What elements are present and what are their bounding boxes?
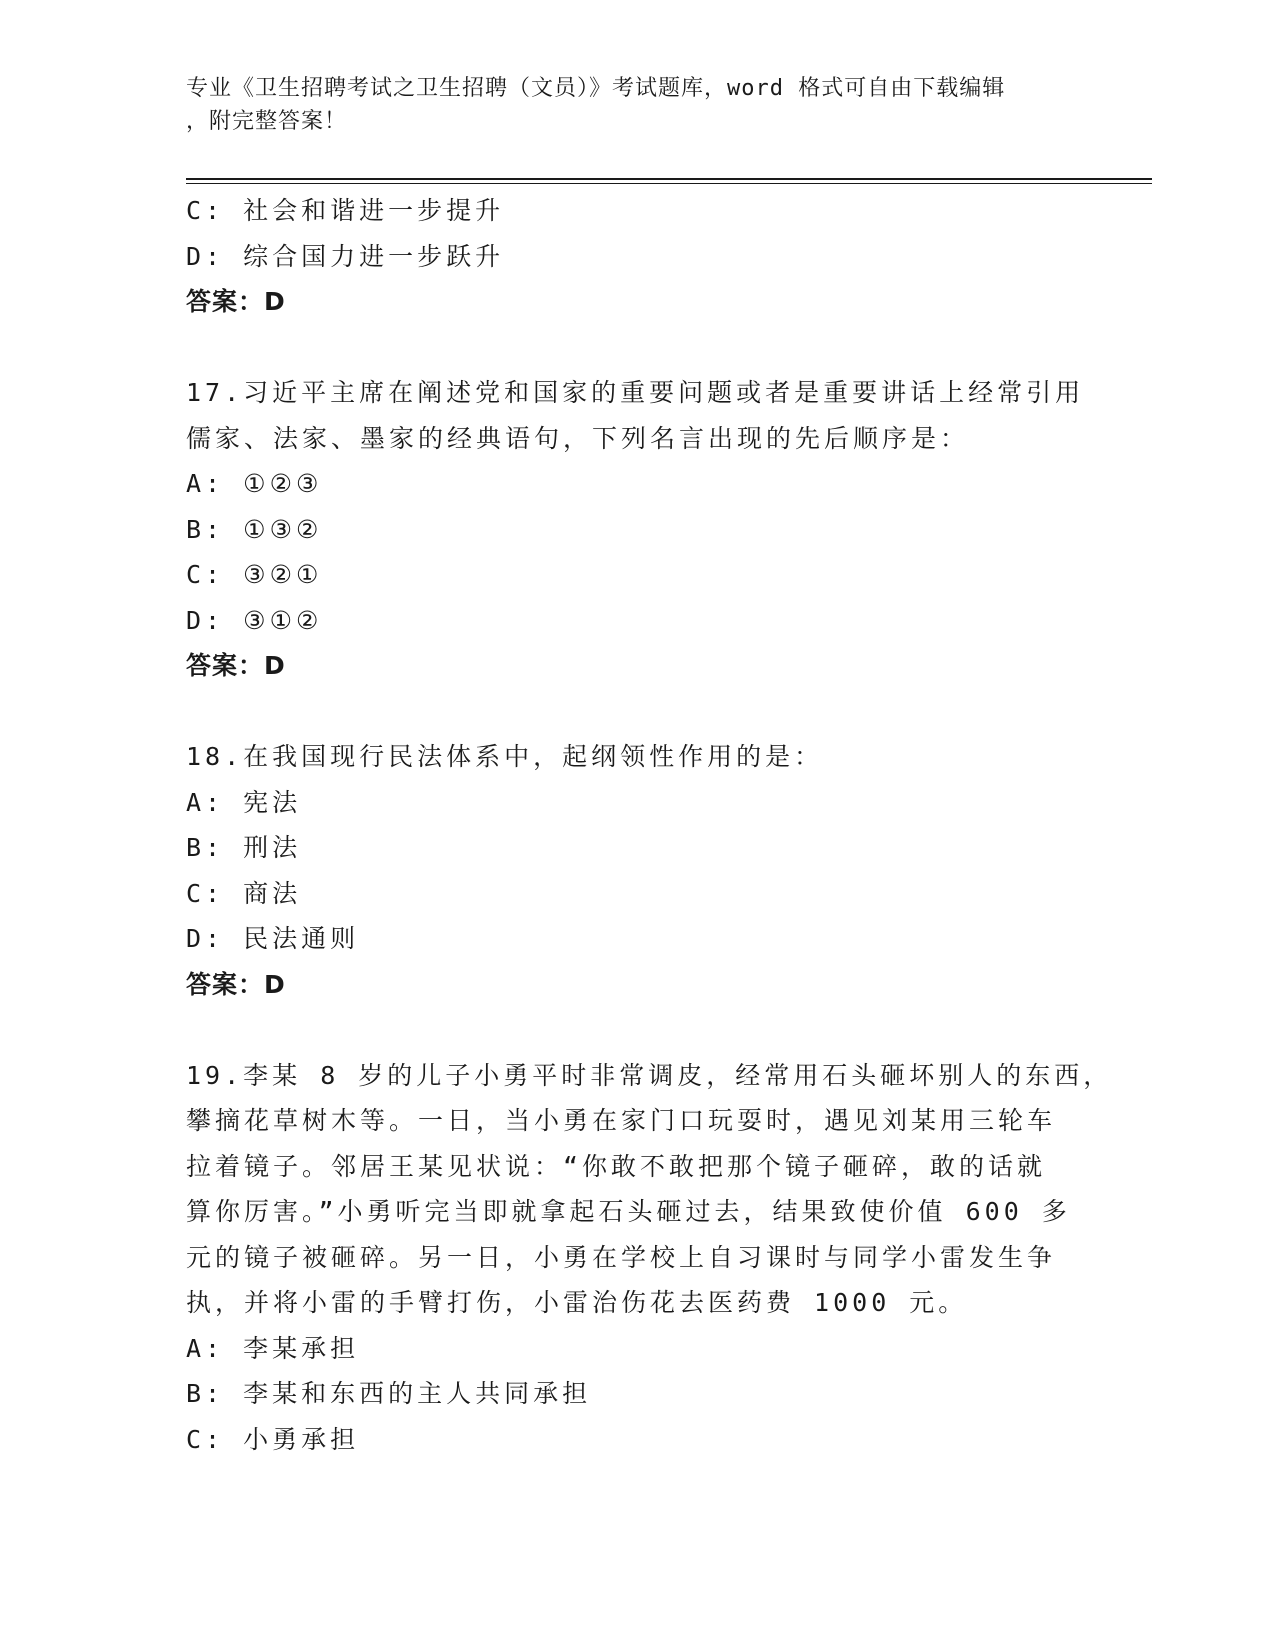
document-header: [186, 72, 1086, 138]
option-a: A: 宪法: [186, 787, 302, 817]
option-c: C: 社会和谐进一步提升: [186, 196, 505, 225]
option-c: C: 商法: [186, 878, 302, 908]
option-c: C: ③②①: [186, 560, 323, 589]
question-stem-line: 儒家、法家、墨家的经典语句，下列名言出现的先后顺序是：: [186, 423, 970, 453]
question-stem-line: 执，并将小雷的手臂打伤，小雷治伤花去医药费 1000 元。: [186, 1288, 968, 1317]
header-divider-thin: [186, 183, 1152, 184]
question-stem-line: 算你厉害。”小勇听完当即就拿起石头砸过去，结果致使价值 600 多: [186, 1197, 1071, 1226]
answer-line: 答案：D: [186, 651, 286, 680]
spacer: [186, 1007, 1086, 1053]
option-b: B: 刑法: [186, 833, 302, 862]
option-d: D: ③①②: [186, 605, 323, 635]
question-block-18: [186, 734, 1086, 1007]
header-line-1: 专业《卫生招聘考试之卫生招聘（文员）》考试题库，word 格式可自由下载编辑: [186, 76, 1006, 101]
answer-line: 答案：D: [186, 969, 286, 999]
question-stem-line: 攀摘花草树木等。一日，当小勇在家门口玩耍时，遇见刘某用三轮车: [186, 1106, 1057, 1135]
option-d: D: 民法通则: [186, 924, 360, 953]
question-stem-line: 拉着镜子。邻居王某见状说：“你敢不敢把那个镜子砸碎，敢的话就: [186, 1151, 1047, 1181]
option-b: B: 李某和东西的主人共同承担: [186, 1379, 592, 1408]
answer-line: 答案：D: [186, 287, 286, 316]
option-c: C: 小勇承担: [186, 1424, 360, 1454]
question-stem-line: 元的镜子被砸碎。另一日，小勇在学校上自习课时与同学小雷发生争: [186, 1242, 1057, 1272]
option-d: D: 综合国力进一步跃升: [186, 241, 505, 271]
question-stem-line: 18.在我国现行民法体系中，起纲领性作用的是：: [186, 742, 824, 771]
header-line-2: ，附完整答案！: [186, 109, 348, 134]
option-a: A: ①②③: [186, 469, 323, 498]
spacer: [186, 325, 1086, 371]
question-block-19: [186, 1053, 1113, 1463]
question-block-17: [186, 370, 1086, 689]
spacer: [186, 689, 1086, 735]
option-b: B: ①③②: [186, 514, 323, 544]
question-list: [186, 188, 1113, 1462]
question-stem-line: 19.李某 8 岁的儿子小勇平时非常调皮，经常用石头砸坏别人的东西，: [186, 1060, 1113, 1090]
question-block-16: [186, 188, 1086, 325]
header-divider-thick: [186, 178, 1152, 180]
question-stem-line: 17.习近平主席在阐述党和国家的重要问题或者是重要讲话上经常引用: [186, 378, 1085, 407]
option-a: A: 李某承担: [186, 1333, 360, 1363]
